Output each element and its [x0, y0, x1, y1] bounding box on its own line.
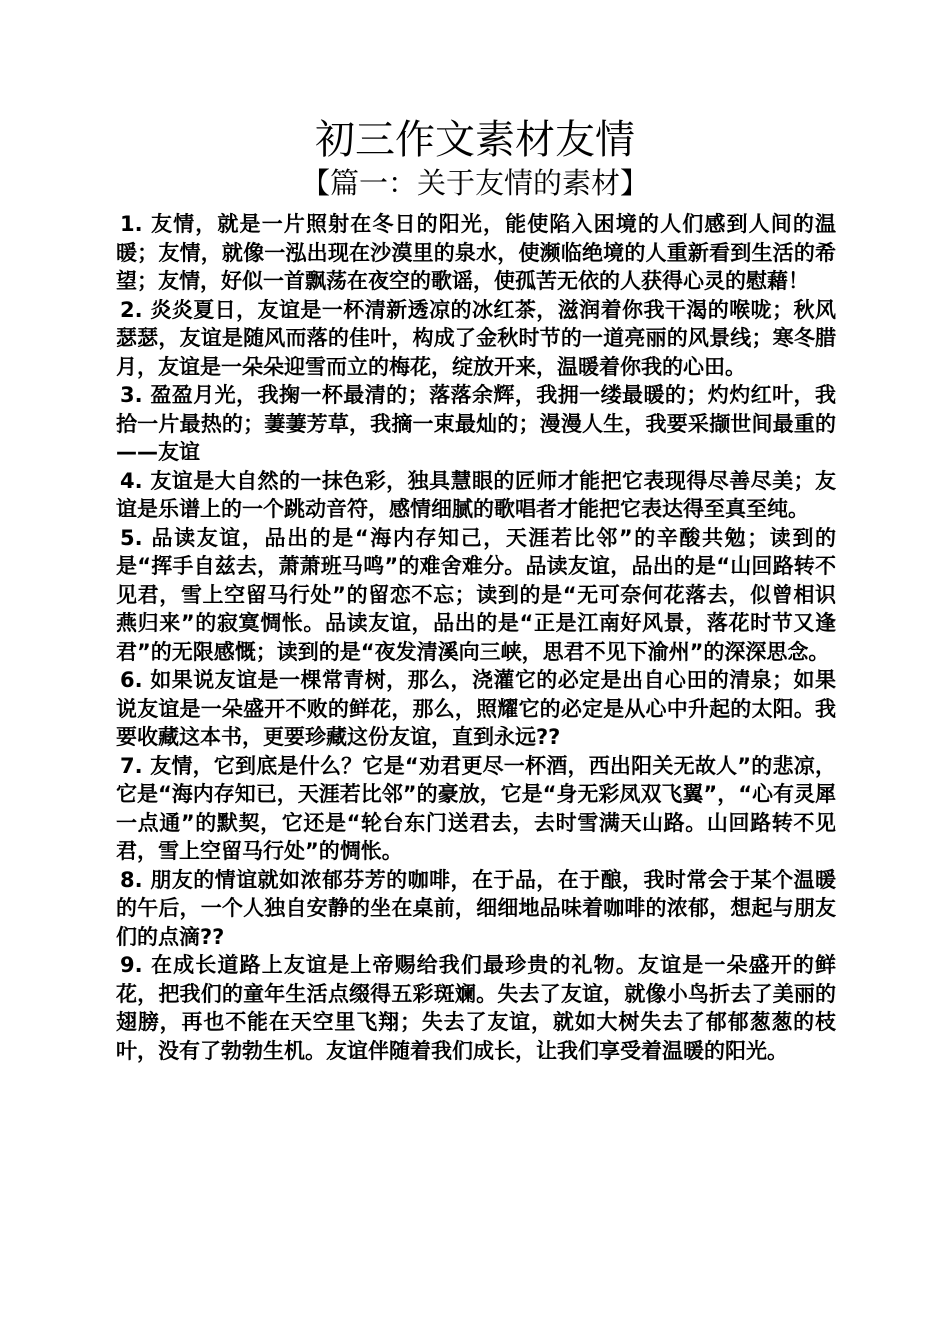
paragraph-7: 7. 友情，它到底是什么？它是“劝君更尽一杯酒，西出阳关无故人”的悲凉，它是“海内存知已，天涯若比邻”的豪放，它是“身无彩凤双飞翼”，“心有灵犀一点通”的默契，它还是“轮台东门送君去，去时雪满天山路。山回路转不见君，雪上空留马行处”的惆怅。: [116, 753, 837, 863]
paragraph-1: 1. 友情，就是一片照射在冬日的阳光，能使陷入困境的人们感到人间的温暖；友情，就像一泓出现在沙漠里的泉水，使濒临绝境的人重新看到生活的希望；友情，好似一首飘荡在夜空的歌谣，使孤苦无依的人获得心灵的慰藉！: [116, 212, 836, 293]
paragraph-9: 9. 在成长道路上友谊是上帝赐给我们最珍贵的礼物。友谊是一朵盛开的鲜花，把我们的童年生活点缀得五彩斑斓。失去了友谊，就像小鸟折去了美丽的翅膀，再也不能在天空里飞翔；失去了友谊，就如大树失去了郁郁葱葱的枝叶，没有了勃勃生机。友谊伴随着我们成长，让我们享受着温暖的阳光。: [116, 953, 836, 1063]
paragraph-6: 6. 如果说友谊是一棵常青树，那么，浇灌它的必定是出自心田的清泉；如果说友谊是一朵盛开不败的鲜花，那么，照耀它的必定是从心中升起的太阳。我要收藏这本书，更要珍藏这份友谊，直到永远??: [116, 668, 836, 749]
document-body: [116, 210, 836, 1065]
paragraph-4: 4. 友谊是大自然的一抹色彩，独具慧眼的匠师才能把它表现得尽善尽美；友谊是乐谱上的一个跳动音符，感情细腻的歌唱者才能把它表达得至真至纯。: [116, 468, 836, 521]
paragraph-8: 8. 朋友的情谊就如浓郁芬芳的咖啡，在于品，在于酿，我时常会于某个温暖的午后，一个人独自安静的坐在桌前，细细地品味着咖啡的浓郁，想起与朋友们的点滴??: [116, 867, 836, 949]
paragraph-2: 2. 炎炎夏日，友谊是一杯清新透凉的冰红茶，滋润着你我干渴的喉咙；秋风瑟瑟，友谊是随风而落的佳叶，构成了金秋时节的一道亮丽的风景线；寒冬腊月，友谊是一朵朵迎雪而立的梅花，绽放开来，温暖着你我的心田。: [116, 297, 836, 379]
document-title: 初三作文素材友情: [315, 117, 635, 163]
paragraph-5: 5. 品读友谊，品出的是“海内存知己，天涯若比邻”的辛酸共勉；读到的是“挥手自兹去，萧萧班马鸣”的难舍难分。品读友谊，品出的是“山回路转不见君，雪上空留马行处”的留恋不忘；读到的是“无可奈何花落去，似曾相识燕归来”的寂寞惆怅。品读友谊，品出的是“正是江南好风景，落花时节又逢君”的无限感慨；读到的是“夜发清溪向三峡，思君不见下渝州”的深深思念。: [116, 525, 836, 664]
document-subtitle: 【篇一：关于友情的素材】: [300, 166, 649, 200]
paragraph-3: 3. 盈盈月光，我掬一杯最清的；落落余辉，我拥一缕最暖的；灼灼红叶，我拾一片最热的；萋萋芳草，我摘一束最灿的；漫漫人生，我要采撷世间最重的——友谊: [116, 383, 836, 464]
